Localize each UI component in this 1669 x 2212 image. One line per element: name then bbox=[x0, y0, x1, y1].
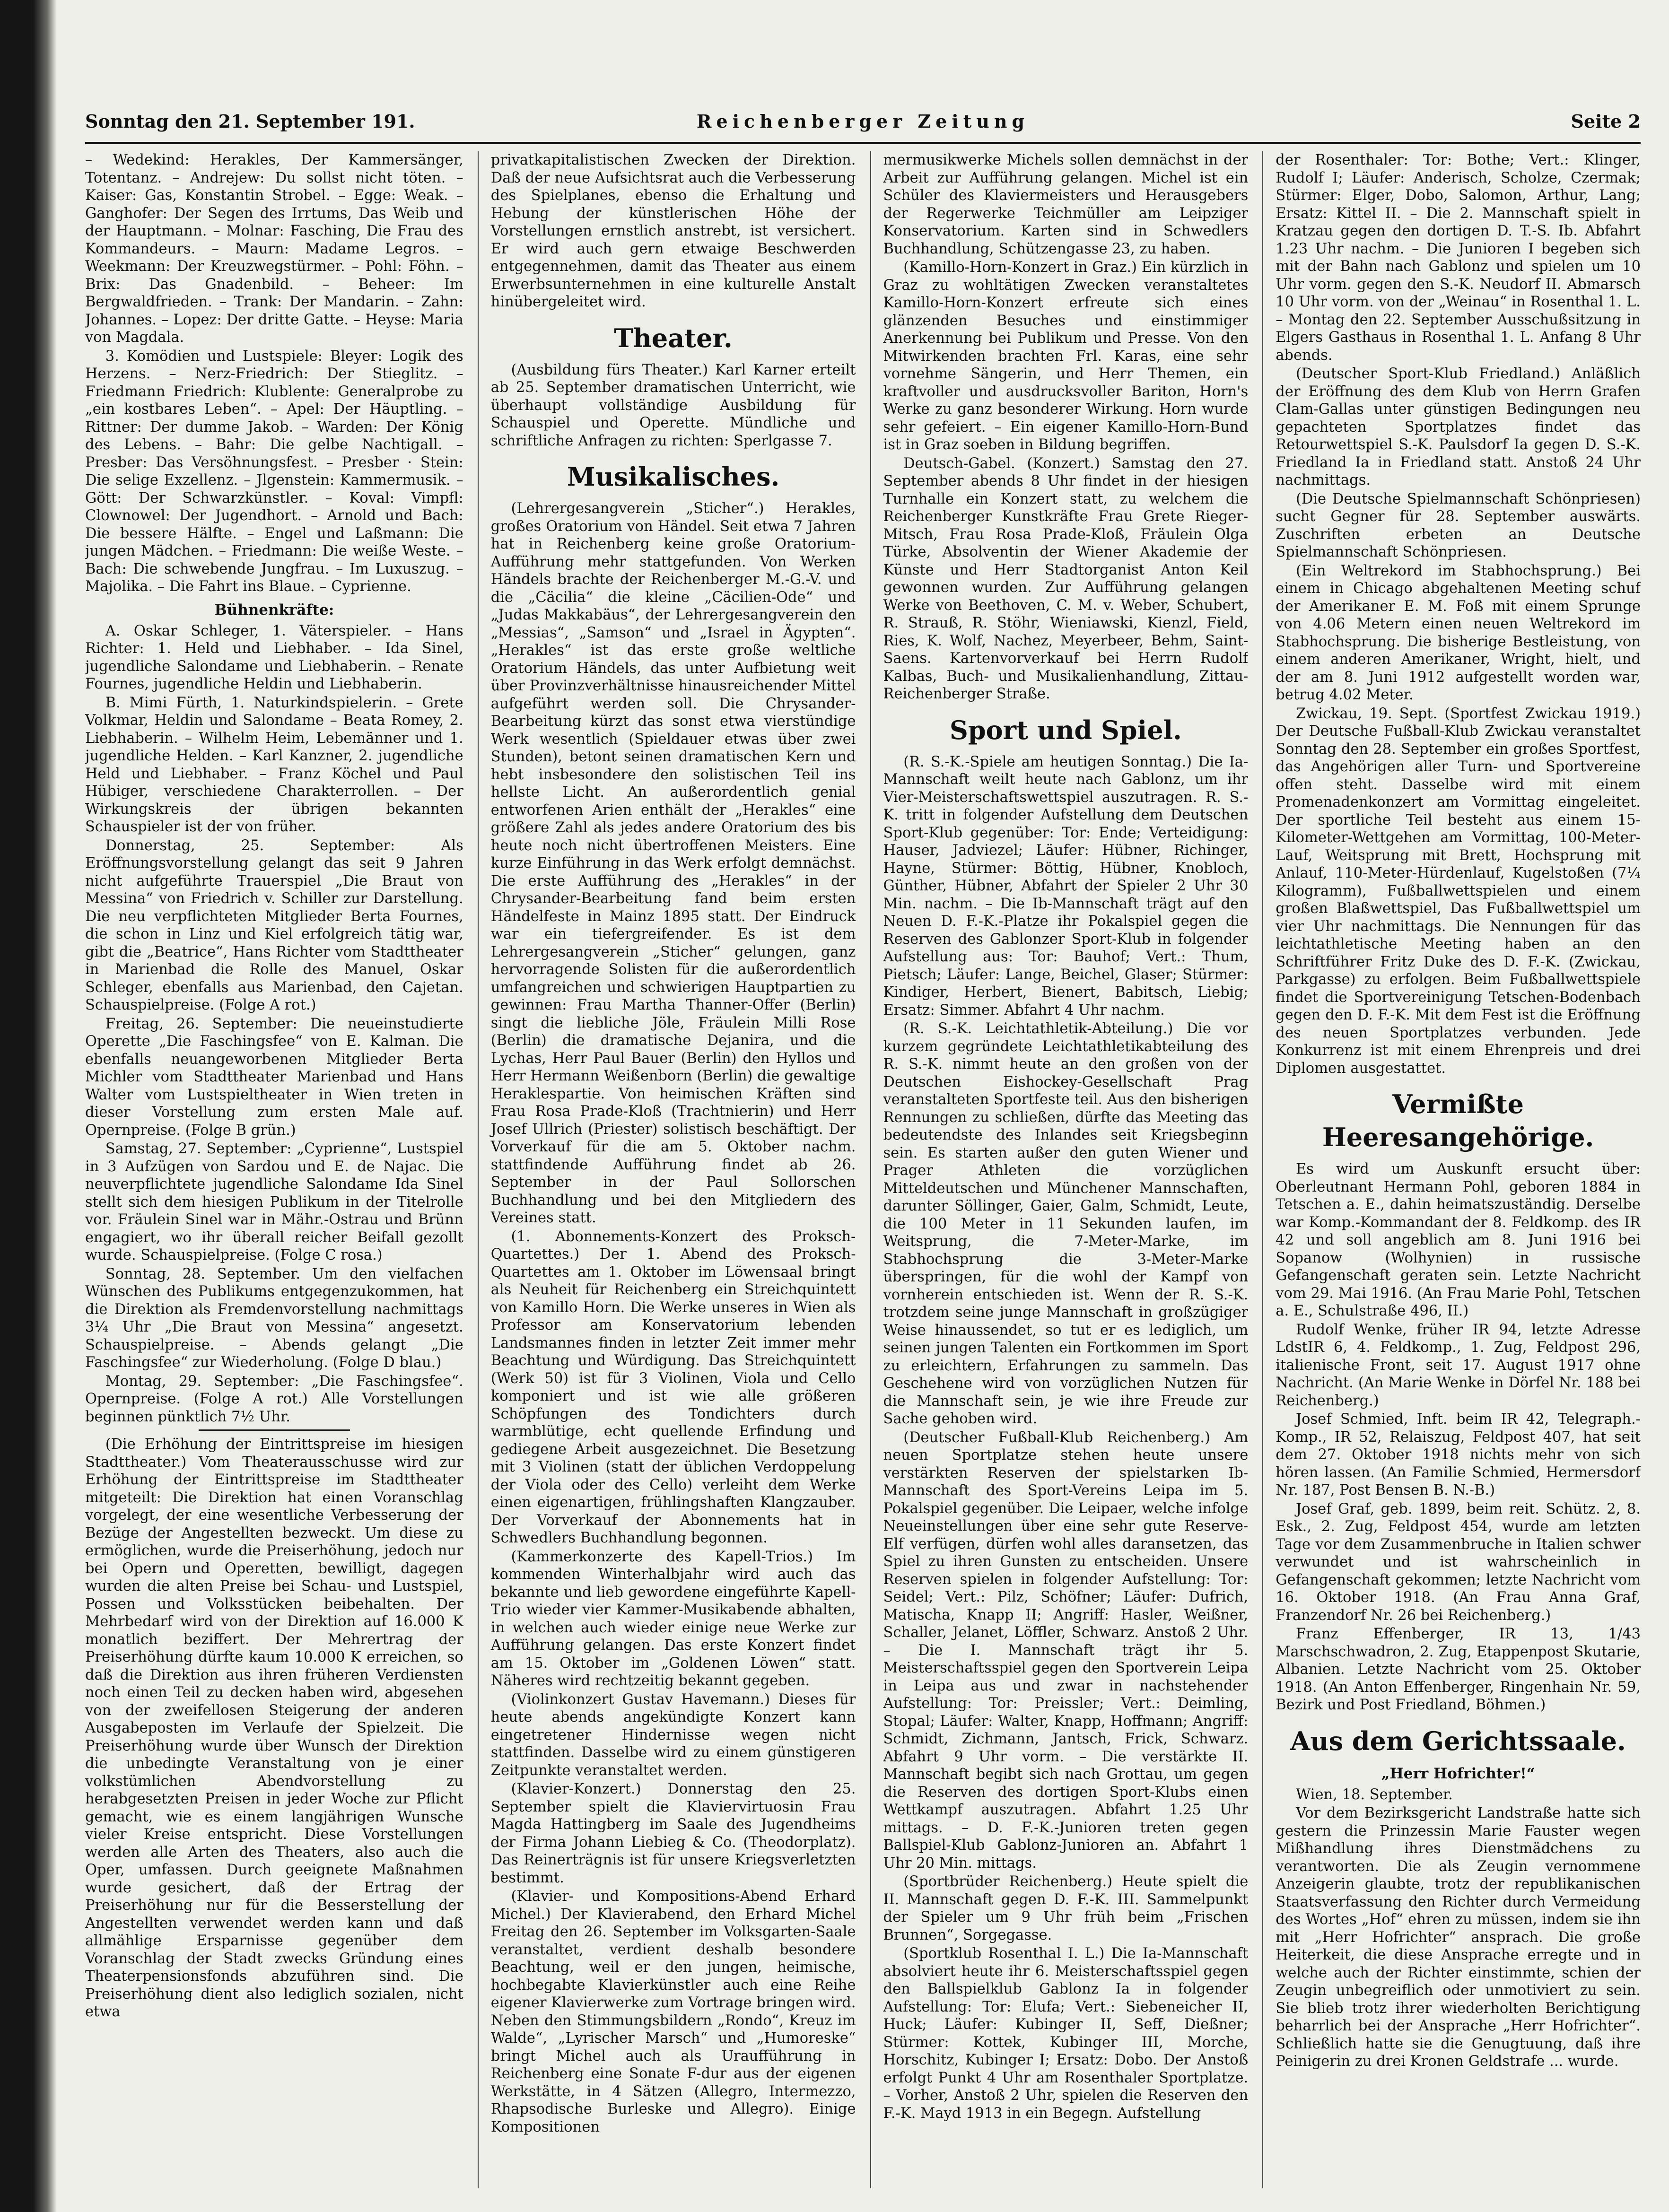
article-paragraph: B. Mimi Fürth, 1. Naturkindspielerin. – Grete Volkmar, Heldin und Salondame – Beata Romey, 2. Liebhaberin. – Wilhelm Heim, Lebemänner und 1. jugendliche Helden. – Karl Kanzner, 2. jugendliche Held und Liebhaber. – Franz Köchel und Paul Hübiger, verschiedene Charakterrollen. – Der Wirkungskreis der übrigen bekannten Schauspieler ist der von früher. bbox=[85, 694, 463, 835]
article-paragraph: privatkapitalistischen Zwecken der Direktion. Daß der neue Aufsichtsrat auch die Verbesserung des Spielplanes, ebenso die Erhaltung und Hebung der künstlerischen Höhe der Vorstellungen ernstlich anstrebt, ist versichert. Er wird auch gern etwaige Beschwerden entgegennehmen, damit das Theater aus einem Erwerbsunternehmen in eine kulturelle Anstalt hinübergeleitet wird. bbox=[490, 152, 856, 310]
article-paragraph: Freitag, 26. September: Die neueinstudierte Operette „Die Faschingsfee“ von E. Kalman. Die ebenfalls neuangeworbenen Mitglieder Berta Michler vom Stadttheater Marienbad und Hans Walter vom Lustspieltheater in Wien treten in dieser Vorstellung zum ersten Male auf. Opernpreise. (Folge B grün.) bbox=[85, 1015, 463, 1139]
article-columns bbox=[85, 151, 1641, 2188]
article-paragraph: (1. Abonnements-Konzert des Proksch-Quartettes.) Der 1. Abend des Proksch-Quartettes am 1. Oktober im Löwensaal bringt als Neuheit für Reichenberg ein Streichquintett von Kamillo Horn. Die Werke unseres in Wien als Professor am Konservatorium lebenden Landsmannes finden in letzter Zeit immer mehr Beachtung und Würdigung. Das Streichquintett (Werk 50) ist für 3 Violinen, Viola und Cello komponiert und ist wie alle größeren Schöpfungen des Tondichters durch warmblütige, echt quellende Erfindung und gediegene Arbeit ausgezeichnet. Die Besetzung mit 3 Violinen (statt der üblichen Verdoppelung der Viola oder des Cello) verleiht dem Werke einen eigenartigen, frühlingshaften Klangzauber. Der Vorverkauf der Abonnements hat in Schwedlers Buchhandlung begonnen. bbox=[490, 1228, 856, 1546]
article-paragraph: (Deutscher Fußball-Klub Reichenberg.) Am neuen Sportplatze stehen heute unsere verstärkten Reserven der spielstarken Ib-Mannschaft des Sport-Vereins Leipa im 5. Pokalspiel gegenüber. Die Leipaer, welche infolge Neueinstellungen über eine sehr gute Reserve-Elf verfügen, dürfen wohl alles daransetzen, das Spiel zu ihren Gunsten zu entscheiden. Unsere Reserven spielen in folgender Aufstellung: Tor: Seidel; Vert.: Pilz, Schöfner; Läufer: Dufrich, Matischa, Knapp II; Angriff: Hasler, Weißner, Schaller, Jelanet, Löffler, Schwarz. Anstoß 2 Uhr. – Die I. Mannschaft trägt ihr 5. Meisterschaftsspiel gegen den Sportverein Leipa in Leipa aus und zwar in nachstehender Aufstellung: Tor: Preissler; Vert.: Deimling, Stopal; Läufer: Walter, Knapp, Hoffmann; Angriff: Schmidt, Zichmann, Jantsch, Frick, Schwarz. Abfahrt 9 Uhr vorm. – Die verstärkte II. Mannschaft begibt sich nach Grottau, um gegen die Reserven des dortigen Sport-Klubs einen Wettkampf auszutragen. Abfahrt 1.25 Uhr mittags. – D. F.-K.-Junioren treten gegen Ballspiel-Klub Gablonz-Junioren an. Abfahrt 1 Uhr 20 Min. mittags. bbox=[883, 1429, 1249, 1872]
article-paragraph: Josef Graf, geb. 1899, beim reit. Schütz. 2, 8. Esk., 2. Zug, Feldpost 454, wurde am letzten Tage vor dem Zusammenbruche in Italien schwer verwundet und ist wahrscheinlich in Gefangenschaft gekommen; letzte Nachricht vom 16. Oktober 1918. (An Frau Anna Graf, Franzendorf Nr. 26 bei Reichenberg.) bbox=[1276, 1500, 1641, 1624]
article-paragraph: Rudolf Wenke, früher IR 94, letzte Adresse LdstIR 6, 4. Feldkomp., 1. Zug, Feldpost 296, italienische Front, seit 17. August 1917 ohne Nachricht. (An Marie Wenke in Dörfel Nr. 188 bei Reichenberg.) bbox=[1276, 1321, 1641, 1409]
subheading: „Herr Hofrichter!“ bbox=[1381, 1765, 1535, 1782]
article-paragraph: der Rosenthaler: Tor: Bothe; Vert.: Klinger, Rudolf I; Läufer: Anderisch, Scholze, Czermak; Stürmer: Elger, Dobo, Salomon, Arthur, Lang; Ersatz: Kittel II. – Die 2. Mannschaft spielt in Kratzau gegen den dortigen D. T.-S. Ib. Abfahrt 1.23 Uhr nachm. – Die Junioren I begeben sich mit der Bahn nach Gablonz und spielen um 10 Uhr vorm. gegen den S.-K. Neudorf II. Abmarsch 10 Uhr vorm. von der „Weinau“ in Rosenthal 1. L. – Montag den 22. September Ausschußsitzung in Elgers Gasthaus in Rosenthal 1. L. Anfang 8 Uhr abends. bbox=[1276, 152, 1641, 364]
article-paragraph: Zwickau, 19. Sept. (Sportfest Zwickau 1919.) Der Deutsche Fußball-Klub Zwickau veranstaltet Sonntag den 28. September ein großes Sportfest, das Angehörigen aller Turn- und Sportvereine offen steht. Dasselbe wird mit einem Promenadenkonzert am Vormittag eingeleitet. Der sportliche Teil besteht aus einem 15-Kilometer-Wettgehen am Vormittag, 100-Meter-Lauf, Weitsprung mit Brett, Hochsprung mit Anlauf, 110-Meter-Hürdenlauf, Kugelstoßen (7¼ Kilogramm), Fußballwettspielen und einem großen Blaßwettspiel, Das Fußballwettspiel um vier Uhr nachmittags. Die Nennungen für das leichtathletische Meeting haben an den Schriftführer Fritz Duke des D. F.-K. (Zwickau, Parkgasse) zu erfolgen. Beim Fußballwettspiele findet die Sportvereinigung Tetschen-Bodenbach gegen den D. F.-K. Mit dem Fest ist die Eröffnung des neuen Sportplatzes verbunden. Jede Konkurrenz ist mit einem Ehrenpreis und drei Diplomen ausgestattet. bbox=[1276, 705, 1641, 1077]
article-paragraph: Vor dem Bezirksgericht Landstraße hatte sich gestern die Prinzessin Marie Fauster wegen Mißhandlung ihres Dienstmädchens zu verantworten. Die als Zeugin vernommene Anzeigerin glaubte, trotz der republikanischen Staatsverfassung den Richter durch Vermeidung des Wortes „Hof“ ehren zu müssen, indem sie ihn mit „Herr Hofrichter“ ansprach. Die große Heiterkeit, die diese Ansprache erregte und in welche auch der Richter einstimmte, schien der Zeugin unbegreiflich oder unmotiviert zu sein. Sie blieb trotz ihrer wiederholten Berichtigung beharrlich bei der Ansprache „Herr Hofrichter“. Schließlich hatte sie die Genugtuung, daß ihre Peinigerin zu drei Kronen Geldstrafe ... wurde. bbox=[1276, 1805, 1641, 2070]
article-paragraph: (Klavier-Konzert.) Donnerstag den 25. September spielt die Klaviervirtuosin Frau Magda Hattingberg im Saale des Jugendheims der Firma Johann Liebieg & Co. (Theodorplatz). Das Reinerträgnis ist für unsere Kriegsverletzten bestimmt. bbox=[490, 1781, 856, 1886]
article-paragraph: (Klavier- und Kompositions-Abend Erhard Michel.) Der Klavierabend, den Erhard Michel Freitag den 26. September im Volksgarten-Saale veranstaltet, verdient deshalb besondere Beachtung, weil er den jungen, heimische, hochbegabte Klavierkünstler auch eine Reihe eigener Klavierwerke zum Vortrage bringen wird. Neben den Stimmungsbildern „Rondo“, Kreuz im Walde“, „Lyrischer Marsch“ und „Humoreske“ bringt Michel auch als Uraufführung in Reichenberg eine Sonate F-dur aus der eigenen Werkstätte, in 4 Sätzen (Allegro, Intermezzo, Rhapsodische Burleske und Allegro). Einige Kompositionen bbox=[490, 1888, 856, 2135]
article-paragraph: (R. S.-K.-Spiele am heutigen Sonntag.) Die Ia-Mannschaft weilt heute nach Gablonz, um ihr Vier-Meisterschaftswettspiel auszutragen. R. S.-K. tritt in folgender Aufstellung dem Deutschen Sport-Klub gegenüber: Tor: Ende; Verteidigung: Hauser, Jadviezel; Läufer: Hübner, Richinger, Hayne, Stürmer: Böttig, Hübner, Knobloch, Günther, Hübner, Abfahrt der Spieler 2 Uhr 30 Min. nachm. – Die Ib-Mannschaft trägt auf den Neuen D. F.-K.-Platze ihr Pokalspiel gegen die Reserven des Gablonzer Sport-Klub in folgender Aufstellung aus: Tor: Bauhof; Vert.: Thum, Pietsch; Läufer: Lange, Beichel, Glaser; Stürmer: Kindiger, Herbert, Bienert, Babitsch, Liebig; Ersatz: Simmer. Abfahrt 4 Uhr nachm. bbox=[883, 753, 1249, 1019]
article-paragraph: Montag, 29. September: „Die Faschingsfee“. Opernpreise. (Folge A rot.) Alle Vorstellungen beginnen pünktlich 7½ Uhr. bbox=[85, 1373, 463, 1425]
article-paragraph: (Ein Weltrekord im Stabhochsprung.) Bei einem in Chicago abgehaltenen Meeting schuf der Amerikaner E. M. Foß mit einem Sprunge von 4.06 Metern einen neuen Weltrekord im Stabhochsprung. Die bisherige Bestleistung, von einem anderen Amerikaner, Wright, hielt, und der am 8. Juni 1912 aufgestellt worden war, betrug 4.02 Meter. bbox=[1276, 562, 1641, 703]
column-4 bbox=[1262, 151, 1641, 2188]
article-paragraph: (Deutscher Sport-Klub Friedland.) Anläßlich der Eröffnung des dem Klub von Herrn Grafen Clam-Gallas unter günstigen Bedingungen neu gepachteten Sportplatzes findet das Retourwettspiel S.-K. Paulsdorf Ia gegen D. S.-K. Friedland Ia in Friedland statt. Anstoß 24 Uhr nachmittags. bbox=[1276, 366, 1641, 488]
article-paragraph: Samstag, 27. September: „Cyprienne“, Lustspiel in 3 Aufzügen von Sardou und E. de Najac. Die neuverpflichtete jugendliche Salondame Ida Sinel stellt sich dem hiesigen Publikum in der Titelrolle vor. Fräulein Sinel war in Mähr.-Ostrau und Brünn engagiert, wo ihr überall reicher Beifall gezollt wurde. Schauspielpreise. (Folge C rosa.) bbox=[85, 1141, 463, 1263]
article-paragraph: (Die Erhöhung der Eintrittspreise im hiesigen Stadttheater.) Vom Theaterausschusse wird zur Erhöhung der Eintrittspreise im Stadttheater mitgeteilt: Die Direktion hat einen Voranschlag vorgelegt, der eine wesentliche Verbesserung der Bezüge der Angestellten bezweckt. Um diese zu ermöglichen, wurde die Preiserhöhung, jedoch nur bei Opern und Operetten, bewilligt, dagegen wurden die alten Preise bei Schau- und Lustspiel, Possen und Volksstücken beibehalten. Der Mehrbedarf wird von der Direktion auf 16.000 K monatlich beziffert. Der Mehrertrag der Preiserhöhung dürfte kaum 10.000 K erreichen, so daß die Direktion aus ihren früheren Verdiensten noch einen Teil zu decken haben wird, abgesehen von der zweifellosen Steigerung der anderen Ausgabeposten im Verlaufe der Spielzeit. Die Preiserhöhung wurde über Wunsch der Direktion die unbedingte Veranstaltung von je einer volkstümlichen Abendvorstellung zu herabgesetzten Preisen in jeder Woche zur Pflicht gemacht, wie es einem langjährigen Wunsche vieler Kreise entspricht. Diese Vorstellungen werden alle Arten des Theaters, also auch die Oper, umfassen. Durch geeignete Maßnahmen wurde gesichert, daß der Ertrag der Preiserhöhung nur für die Besserstellung der Angestellten verwendet werden kann und daß allmählige Ersparnisse gegenüber dem Voranschlag der Stadt zwecks Gründung eines Theaterpensionsfonds abzuführen sind. Die Preiserhöhung dient also lediglich sozialen, nicht etwa bbox=[85, 1436, 463, 2020]
article-paragraph: (Kamillo-Horn-Konzert in Graz.) Ein kürzlich in Graz zu wohltätigen Zwecken veranstaltetes Kamillo-Horn-Konzert erfreute sich eines glänzenden Besuches und einstimmiger Anerkennung bei Publikum und Presse. Von den Mitwirkenden brachten Frl. Karas, eine sehr vornehme Sängerin, und Herr Themen, ein kraftvoller und ausdrucksvoller Bariton, Horn's Werke zu ganz besonderer Wirkung. Horn wurde sehr gefeiert. – Ein eigener Kamillo-Horn-Bund ist in Graz soeben in Bildung begriffen. bbox=[883, 259, 1249, 453]
article-paragraph: Sonntag, 28. September. Um den vielfachen Wünschen des Publikums entgegenzukommen, hat die Direktion als Fremdenvorstellung nachmittags 3¼ Uhr „Die Braut von Messina“ angesetzt. Schauspielpreise. – Abends gelangt „Die Faschingsfee“ zur Wiederholung. (Folge D blau.) bbox=[85, 1265, 463, 1371]
article-paragraph: Franz Effenberger, IR 13, 1/43 Marschschwadron, 2. Zug, Etappenpost Skutarie, Albanien. Letzte Nachricht vom 25. Oktober 1918. (An Anton Effenberger, Ringenhain Nr. 59, Bezirk und Post Friedland, Böhmen.) bbox=[1276, 1626, 1641, 1713]
section-heading: Sport und Spiel. bbox=[949, 714, 1182, 745]
article-paragraph: (Ausbildung fürs Theater.) Karl Karner erteilt ab 25. September dramatischen Unterricht, wie überhaupt vollständige Ausbildung für Schauspiel und Operette. Mündliche und schriftliche Anfragen zu richten: Sperlgasse 7. bbox=[490, 361, 856, 449]
newspaper-title: Reichenberger Zeitung bbox=[696, 111, 1030, 132]
masthead bbox=[85, 109, 1641, 144]
article-paragraph: (Sportklub Rosenthal I. L.) Die Ia-Mannschaft absolviert heute ihr 6. Meisterschaftsspiel gegen den Ballspielklub Gablonz Ia in folgender Aufstellung: Tor: Elufa; Vert.: Siebeneicher II, Huck; Läufer: Kubinger II, Seff, Dießner; Stürmer: Kottek, Kubinger III, Morche, Horschitz, Kubinger I; Ersatz: Dobo. Der Anstoß erfolgt Punkt 4 Uhr am Rosenthaler Sportplatze. – Vorher, Anstoß 2 Uhr, spielen die Reserven den F.-K. Mayd 1913 in ein Begegn. Aufstellung bbox=[883, 1945, 1249, 2122]
section-heading: Musikalisches. bbox=[567, 462, 780, 492]
divider bbox=[199, 1429, 350, 1431]
article-paragraph: (Kammerkonzerte des Kapell-Trios.) Im kommenden Winterhalbjahr wird auch das bekannte und lieb gewordene eingeführte Kapell-Trio wieder vier Kammer-Musikabende abhalten, in welchen auch wieder einige neue Werke zur Aufführung gelangen. Das erste Konzert findet am 15. Oktober im „Goldenen Löwen“ statt. Näheres wird rechtzeitig bekannt gegeben. bbox=[490, 1548, 856, 1689]
article-paragraph: (R. S.-K. Leichtathletik-Abteilung.) Die vor kurzem gegründete Leichtathletikabteilung des R. S.-K. nimmt heute an den großen von der Deutschen Eishockey-Gesellschaft Prag veranstalteten Sportfeste teil. Aus den bisherigen Rennungen zu schließen, dürfte das Meeting das bedeutendste des Inlandes seit Kriegsbeginn sein. Es starten außer den guten Wiener und Prager Athleten die vorzüglichen Mitteldeutschen und Münchener Mannschaften, darunter Söllinger, Gaier, Galm, Schmidt, Leute, die 100 Meter in 11 Sekunden laufen, im Weitsprung, die 7-Meter-Marke, im Stabhochsprung die 3-Meter-Marke überspringen, für die wohl der Kampf von vornherein entschieden ist. Wenn der R. S.-K. trotzdem seine junge Mannschaft in großzügiger Weise hinaussendet, so tut er es lediglich, um seinen jungen Talenten ein Fortkommen im Sport zu erleichtern, Erfahrungen zu sammeln. Das Geschehene wird von vorzüglichen Nutzen für die Mannschaft sein, je wie ihre Freude zur Sache gehoben wird. bbox=[883, 1020, 1249, 1427]
article-paragraph: Donnerstag, 25. September: Als Eröffnungsvorstellung gelangt das seit 9 Jahren nicht aufgeführte Trauerspiel „Die Braut von Messina“ von Friedrich v. Schiller zur Darstellung. Die neu verpflichteten Mitglieder Berta Fournes, die schon in Linz und Kiel erfolgreich tätig war, gibt die „Beatrice“, Hans Richter vom Stadttheater in Marienbad die Rolle des Manuel, Oskar Schleger, ebenfalls aus Marienbad, den Cajetan. Schauspielpreise. (Folge A rot.) bbox=[85, 837, 463, 1013]
section-heading: Vermißte Heeresangehörige. bbox=[1322, 1089, 1594, 1152]
column-3 bbox=[870, 151, 1249, 2188]
article-paragraph: Es wird um Auskunft ersucht über: Oberleutnant Hermann Pohl, geboren 1884 in Tetschen a. E., dahin heimatszuständig. Derselbe war Komp.-Kommandant der 8. Feldkomp. des IR 42 und soll angeblich am 8. Juni 1916 bei Sopanow (Wolhynien) in russische Gefangenschaft geraten sein. Letzte Nachricht vom 29. Mai 1916. (An Frau Marie Pohl, Tetschen a. E., Schulstraße 496, II.) bbox=[1276, 1161, 1641, 1319]
column-1 bbox=[85, 151, 463, 2188]
article-paragraph: (Die Deutsche Spielmannschaft Schönpriesen) sucht Gegner für 28. September auswärts. Zuschriften erbeten an Deutsche Spielmannschaft Schönpriesen. bbox=[1276, 490, 1641, 560]
article-paragraph: – Wedekind: Herakles, Der Kammersänger, Totentanz. – Andrejew: Du sollst nicht töten. – Kaiser: Gas, Konstantin Strobel. – Egge: Weak. – Ganghofer: Der Segen des Irrtums, Das Weib und der Hauptmann. – Molnar: Fasching, Die Frau des Kommandeurs. – Maurn: Madame Legros. – Weekmann: Der Kreuzwegstürmer. – Pohl: Föhn. – Brix: Das Gnadenbild. – Beheer: Im Bergwaldfrieden. – Trank: Der Mandarin. – Zahn: Johannes. – Lopez: Der dritte Gatte. – Heyse: Maria von Magdala. bbox=[85, 152, 463, 346]
section-heading: Theater. bbox=[614, 322, 733, 353]
section-heading: Aus dem Gerichtssaale. bbox=[1290, 1725, 1626, 1756]
subheading: Bühnenkräfte: bbox=[214, 601, 334, 618]
article-paragraph: (Violinkonzert Gustav Havemann.) Dieses für heute abends angekündigte Konzert kann eingetretener Hindernisse wegen nicht stattfinden. Dasselbe wird zu einem günstigeren Zeitpunkte veranstaltet werden. bbox=[490, 1691, 856, 1779]
article-paragraph: A. Oskar Schleger, 1. Väterspieler. – Hans Richter: 1. Held und Liebhaber. – Ida Sinel, jugendliche Salondame und Liebhaberin. – Renate Fournes, jugendliche Heldin und Liebhaberin. bbox=[85, 622, 463, 692]
article-paragraph: 3. Komödien und Lustspiele: Bleyer: Logik des Herzens. – Nerz-Friedrich: Der Stieglitz. – Friedmann Friedrich: Klublente: Generalprobe zu „ein kostbares Leben“. – Apel: Der Häuptling. – Rittner: Der dumme Jakob. – Warden: Der König des Lebens. – Bahr: Die gelbe Nachtigall. – Presber: Das Versöhnungsfest. – Presber · Stein: Die selige Exzellenz. – Jlgenstein: Kammermusik. – Gött: Der Schwarzkünstler. – Koval: Vimpfl: Clownowel: Der Jugendhort. – Arnold und Bach: Die bessere Hälfte. – Engel und Laßmann: Die jungen Mädchen. – Friedmann: Die weiße Weste. – Bach: Die schwebende Jungfrau. – Im Luxuszug. – Majolika. – Die Fahrt ins Blaue. – Cyprienne. bbox=[85, 348, 463, 595]
article-paragraph: (Sportbrüder Reichenberg.) Heute spielt die II. Mannschaft gegen D. F.-K. III. Sammelpunkt der Spieler um 9 Uhr früh beim „Frischen Brunnen“, Sorgegasse. bbox=[883, 1873, 1249, 1943]
article-paragraph: Josef Schmied, Inft. beim IR 42, Telegraph.-Komp., IR 52, Relaiszug, Feldpost 407, hat seit dem 27. Oktober 1918 nichts mehr von sich hören lassen. (An Familie Schmied, Hermersdorf Nr. 187, Post Bensen B. N.-B.) bbox=[1276, 1411, 1641, 1498]
article-paragraph: Deutsch-Gabel. (Konzert.) Samstag den 27. September abends 8 Uhr findet in der hiesigen Turnhalle ein Konzert statt, zu welchem die Reichenberger Kunstkräfte Frau Grete Rieger-Mitsch, Frau Rosa Prade-Kloß, Fräulein Olga Türke, Absolventin der Wiener Akademie der Künste und Herr Stadtorganist Anton Keil gewonnen wurden. Zur Aufführung gelangen Werke von Beethoven, C. M. v. Weber, Schubert, R. Strauß, R. Stöhr, Wieniawski, Kienzl, Field, Ries, K. Wolf, Nachez, Meyerbeer, Behm, Saint-Saens. Kartenvorverkauf bei Herrn Rudolf Kalbas, Buch- und Musikalienhandlung, Zittau-Reichenberger Straße. bbox=[883, 455, 1249, 702]
column-2 bbox=[478, 151, 856, 2188]
article-paragraph: Wien, 18. September. bbox=[1295, 1786, 1453, 1803]
article-paragraph: (Lehrergesangverein „Sticher“.) Herakles, großes Oratorium von Händel. Seit etwa 7 Jahren hat in Reichenberg keine große Oratorium-Aufführung mehr stattgefunden. Von Werken Händels brachte der Reichenberger M.-G.-V. und die „Cäcilia“ die kleine „Cäcilien-Ode“ und „Judas Makkabäus“, der Lehrergesangverein den „Messias“, „Samson“ und „Israel in Ägypten“. „Herakles“ ist das erste große weltliche Oratorium Händels, das unter Aufbietung weit über Provinzverhältnisse hinausreichender Mittel aufgeführt werden soll. Die Chrysander-Bearbeitung kürzt das sonst etwa vierstündige Werk wesentlich (Spieldauer etwas über zwei Stunden), betont seinen dramatischen Kern und hebt insbesondere den solistischen Teil ins hellste Licht. An außerordentlich genial entworfenen Arien enthält der „Herakles“ eine größere Zahl als jedes andere Oratorium des bis heute noch nicht übertroffenen Meisters. Eine kurze Einführung in das Werk erfolgt demnächst. Die erste Aufführung des „Herakles“ in der Chrysander-Bearbeitung fand beim ersten Händelfeste in Mainz 1895 statt. Der Eindruck war ein tiefergreifender. Es ist dem Lehrergesangverein „Sticher“ gelungen, ganz hervorragende Solisten für die außerordentlich umfangreichen und schwierigen Hauptpartien zu gewinnen: Frau Martha Thanner-Offer (Berlin) singt die liebliche Jöle, Fräulein Milli Rose (Berlin) die dramatische Dejanira, und die Lychas, Herr Paul Bauer (Berlin) den Hyllos und Herr Hermann Weißenborn (Berlin) die gewaltige Heraklespartie. Von heimischen Kräften sind Frau Rosa Prade-Kloß (Trachtnierin) und Herr Josef Ullrich (Priester) solistisch beschäftigt. Der Vorverkauf für die am 5. Oktober nachm. stattfindende Aufführung findet ab 26. September in der Paul Sollorschen Buchhandlung und bei den Mitgliedern des Vereines statt. bbox=[490, 500, 856, 1226]
page-number: Seite 2 bbox=[1571, 111, 1641, 132]
article-paragraph: mermusikwerke Michels sollen demnächst in der Arbeit zur Aufführung gelangen. Michel ist ein Schüler des Klaviermeisters und Herausgebers der Regerwerke Teichmüller am Leipziger Konservatorium. Karten sind in Schwedlers Buchhandlung, Schützengasse 23, zu haben. bbox=[883, 152, 1249, 257]
issue-date: Sonntag den 21. September 191. bbox=[85, 111, 415, 132]
